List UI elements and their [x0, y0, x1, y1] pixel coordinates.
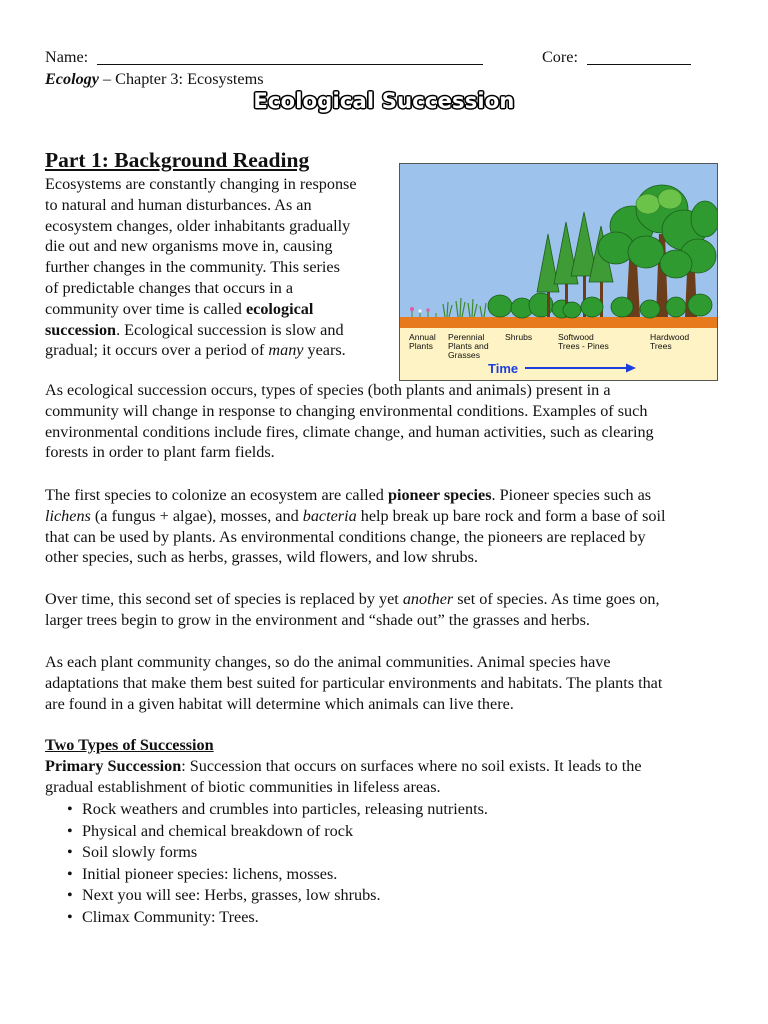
stage-label-annual-1: Annual: [409, 332, 436, 342]
two-types-heading: Two Types of Succession: [45, 736, 214, 754]
paragraph-animal-communities: [45, 652, 725, 714]
subject-label: Ecology: [45, 70, 99, 88]
paragraph-line: adaptations that make them best suited for particular environments and habitats. The plants that: [45, 673, 663, 692]
intro-paragraph: [45, 174, 390, 361]
stage-label-perennial-1: Perennial: [448, 332, 485, 342]
intro-line: [45, 299, 390, 320]
intro-line: further changes in the community. This series: [45, 258, 340, 277]
emphasis-lichens: lichens: [45, 506, 91, 525]
term-succession: succession: [45, 320, 117, 339]
intro-line: die out and new organisms move in, causing: [45, 237, 333, 256]
paragraph-line: larger trees begin to grow in the environment and “shade out” the grasses and herbs.: [45, 610, 590, 629]
stage-label-hardwood-1: Hardwood: [650, 332, 690, 342]
paragraph-conditions: [45, 380, 725, 463]
intro-line: Ecosystems are constantly changing in response: [45, 175, 357, 193]
intro-line: ecosystem changes, older inhabitants gradually: [45, 216, 351, 235]
header-name-core-row: [45, 47, 725, 69]
stage-label-hardwood-2: Trees: [650, 341, 672, 351]
list-item: • Soil slowly forms: [67, 843, 198, 862]
core-label: Core:: [542, 48, 578, 66]
list-item: • Next you will see: Herbs, grasses, low shrubs.: [67, 886, 381, 905]
term-pioneer-species: pioneer species: [387, 486, 492, 504]
core-blank-line[interactable]: [587, 64, 691, 65]
paragraph-line: [45, 756, 725, 777]
paragraph-pioneer-species: [45, 485, 725, 568]
bullet-icon: •: [67, 864, 73, 883]
text-run: The first species to colonize an ecosystem are called: [45, 486, 388, 504]
text-run: (a fungus + algae), mosses, and: [90, 506, 303, 525]
intro-line: [45, 320, 390, 341]
primary-succession-definition: [45, 756, 725, 798]
succession-diagram: [399, 163, 718, 381]
stage-label-softwood-1: Softwood: [558, 332, 594, 342]
intro-line: [45, 340, 390, 361]
paragraph-line: As ecological succession occurs, types of species (both plants and animals) present in a: [45, 381, 611, 399]
text-run: help break up bare rock and form a base of soil: [356, 506, 666, 525]
emphasis-many: many: [268, 341, 304, 360]
page-title: Ecological Succession: [253, 89, 515, 113]
bullet-icon: •: [67, 843, 73, 862]
intro-text: years.: [303, 341, 346, 360]
stage-label-perennial-3: Grasses: [448, 350, 480, 360]
bullet-icon: •: [67, 800, 73, 818]
course-chapter-line: [45, 69, 264, 90]
stage-label-perennial-2: Plants and: [448, 341, 489, 351]
soil-strip: [400, 317, 717, 328]
stage-label-softwood-2: Trees - Pines: [558, 341, 609, 351]
text-run: . Pioneer species such as: [491, 486, 652, 504]
text-run: : Succession that occurs on surfaces where no soil exists. It leads to the: [181, 757, 642, 775]
stage-label-shrubs: Shrubs: [505, 332, 533, 342]
paragraph-line: other species, such as herbs, grasses, wild flowers, and low shrubs.: [45, 548, 478, 567]
primary-succession-bullets: [67, 799, 488, 929]
intro-text: . Ecological succession is slow and: [116, 320, 344, 339]
intro-line: to natural and human disturbances. As an: [45, 195, 312, 214]
paragraph-line: [45, 589, 725, 610]
list-item: • Physical and chemical breakdown of rock: [67, 821, 354, 840]
bullet-icon: •: [67, 886, 73, 905]
list-item: • Rock weathers and crumbles into particles, releasing nutrients.: [67, 800, 488, 818]
time-label: Time: [488, 361, 519, 376]
list-item: • Initial pioneer species: lichens, mosses.: [67, 864, 338, 883]
intro-line: of predictable changes that occurs in a: [45, 278, 294, 297]
paragraph-line: As each plant community changes, so do the animal communities. Animal species have: [45, 653, 611, 671]
part1-heading: Part 1: Background Reading: [45, 148, 310, 172]
emphasis-bacteria: bacteria: [302, 506, 357, 525]
chapter-label: – Chapter 3: Ecosystems: [98, 70, 264, 88]
paragraph-line: [45, 485, 725, 506]
paragraph-line: that can be used by plants. As environmental conditions change, the pioneers are replaced by: [45, 527, 646, 546]
emphasis-another: another: [402, 590, 454, 608]
paragraph-line: forests in order to plant farm fields.: [45, 443, 275, 462]
paragraph-another-set: [45, 589, 725, 631]
name-label: Name:: [45, 48, 89, 66]
term-ecological: ecological: [245, 299, 314, 318]
list-item: • Climax Community: Trees.: [67, 907, 259, 926]
intro-text: gradual; it occurs over a period of: [45, 341, 269, 360]
stage-label-annual-2: Plants: [409, 341, 433, 351]
paragraph-line: community will change in response to changing environmental conditions. Examples of such: [45, 401, 648, 420]
text-run: Over time, this second set of species is replaced by yet: [45, 590, 403, 608]
bullet-icon: •: [67, 907, 73, 926]
paragraph-line: gradual establishment of biotic communities in lifeless areas.: [45, 777, 441, 796]
bullet-icon: •: [67, 821, 73, 840]
intro-text: community over time is called: [45, 299, 246, 318]
text-run: set of species. As time goes on,: [453, 590, 660, 608]
name-blank-line[interactable]: [97, 64, 483, 65]
paragraph-line: environmental conditions include fires, climate change, and human activities, such as clearing: [45, 422, 654, 441]
term-primary-succession: Primary Succession: [45, 757, 182, 775]
paragraph-line: [45, 506, 725, 527]
paragraph-line: are found in a given habitat will determine which animals can live there.: [45, 694, 514, 713]
